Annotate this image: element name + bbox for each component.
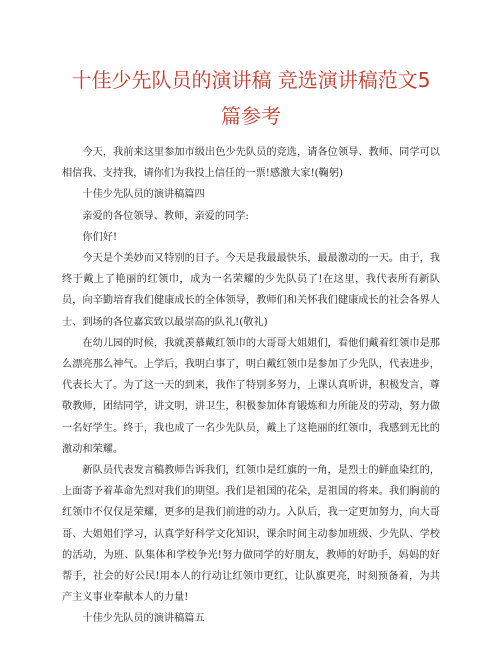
document-body bbox=[62, 142, 440, 630]
section-heading-speech-four: 十佳少先队员的演讲稿篇四 bbox=[82, 189, 205, 201]
paragraph-closing-request: 今天，我前来这里参加市级出色少先队员的竞选，请各位领导、教师、同学可以相信我、支持我，请你们为我投上信任的一票!感激大家!(鞠躬) bbox=[62, 147, 440, 180]
paragraph-special-day: 今天是个美妙而又特别的日子。今天是我最最快乐，最最激动的一天。由于，我终于戴上了艳丽的红领巾，成为一名荣耀的少先队员了!在这里，我代表所有新队员，向辛勤培育我们健康成长的全体领导，教师们和关怀我们健康成长的社会各界人士、到场的各位嘉宾致以最崇高的队礼!(敬礼) bbox=[62, 253, 440, 328]
paragraph-greeting: 你们好! bbox=[82, 231, 118, 243]
section-heading-speech-five: 十佳少先队员的演讲稿篇五 bbox=[82, 613, 205, 625]
paragraph-red-scarf-meaning: 新队员代表发言稿教师告诉我们，红领巾是红旗的一角，是烈士的鲜血染红的，上面寄予着革命先烈对我们的期望。我们是祖国的花朵，是祖国的将来。我们胸前的红领巾不仅仅是荣耀，更多的是我们前进的动力。入队后，我一定更加努力，向大哥哥、大姐姐们学习，认真学好科学文化知识，课余时间主动参加班级、少先队、学校的活动，为班、队集体和学校争光!努力做同学的好朋友，教师的好助手，妈妈的好帮手，社会的好公民!用本人的行动让红领巾更红，让队旗更亮，时刻预备着，为共产主义事业奉献本人的力量! bbox=[62, 465, 440, 604]
paragraph-salutation: 亲爱的各位领导、教师，亲爱的同学: bbox=[82, 210, 249, 222]
paragraph-kindergarten: 在幼儿园的时候，我就羡慕戴红领巾的大哥哥大姐姐们，看他们戴着红领巾是那么漂亮那么神气。上学后，我明白事了，明白戴红领巾是参加了少先队，代表进步，代表长大了。为了这一天的到来，我作了特别多努力，上课认真听讲，积极发言，尊敬教师，团结同学，讲文明，讲卫生，积极参加体育锻炼和力所能及的劳动，努力做一名好学生。终于，我也成了一名少先队员，戴上了这艳丽的红领巾，我感到无比的激动和荣耀。 bbox=[62, 337, 440, 455]
document-title: 十佳少先队员的演讲稿 竞选演讲稿范文5篇参考 bbox=[71, 68, 431, 128]
